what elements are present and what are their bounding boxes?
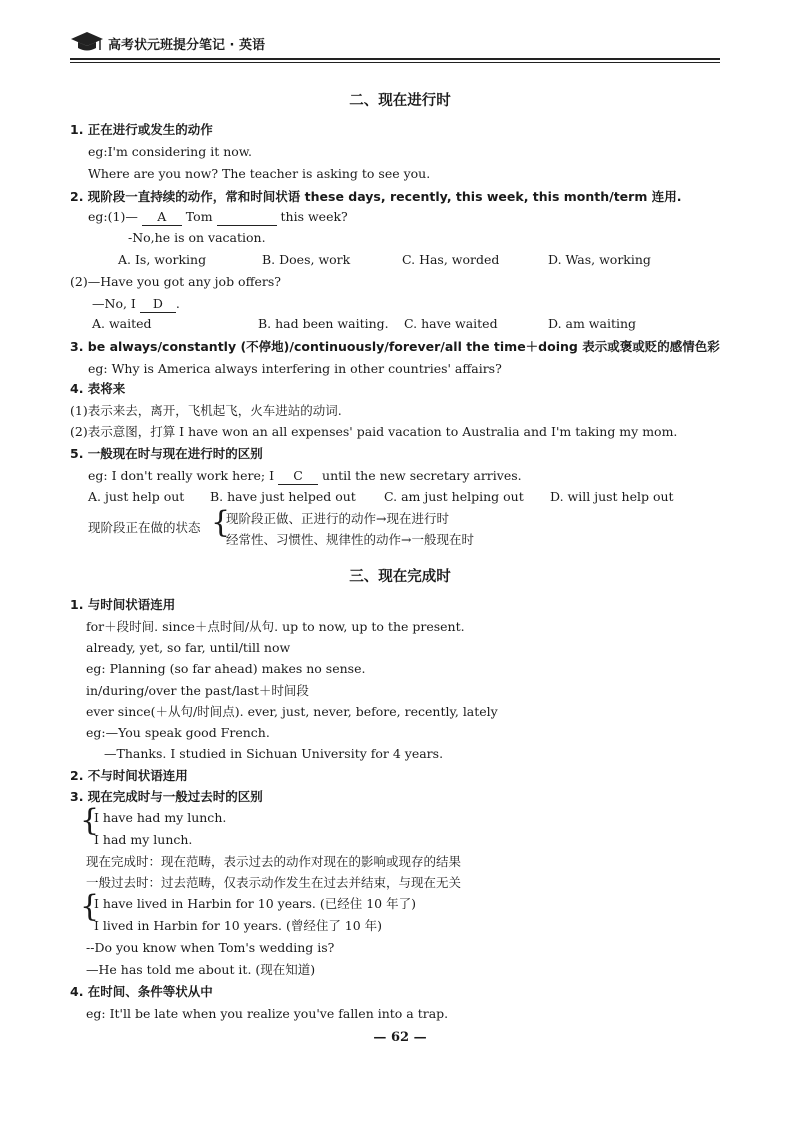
example-line: I lived in Harbin for 10 years. (曾经住了 10 年) (94, 918, 383, 933)
option: A. waited (92, 316, 152, 331)
question-suffix: this week? (280, 209, 348, 224)
text-line: (2)表示意图，打算 I have won an all expenses' paid vacation to Australia and I'm taking my mom. (70, 424, 678, 439)
text-line: ever since(＋从句/时间点). ever, just, never, before, recently, lately (86, 704, 498, 719)
text-line: (1)表示来去，离开，飞机起飞，火车进站的动词. (70, 403, 342, 418)
question-line (88, 209, 348, 226)
text-line: already, yet, so far, until/till now (86, 640, 291, 655)
subheading: 5. 一般现在时与现在进行时的区别 (70, 446, 263, 461)
subheading: 1. 与时间状语连用 (70, 597, 176, 612)
reply-line: —No, I D . (92, 296, 180, 311)
question-prefix: eg: I don't really work here; I (88, 468, 275, 483)
brace-symbol: { (80, 889, 100, 924)
subheading: 3. be always/constantly (不停地)/continuously/forever/all the time＋doing 表示或褒或贬的感情色彩 (70, 339, 720, 354)
comparison-label: 现阶段正在做的状态 (88, 520, 201, 535)
question-subject: Tom (185, 209, 213, 224)
subheading: 1. 正在进行或发生的动作 (70, 122, 213, 137)
comparison-item: 经常性、习惯性、规律性的动作→一般现在时 (226, 532, 474, 547)
example-line: I have had my lunch. (94, 810, 227, 825)
example-line: --Do you know when Tom's wedding is? (86, 940, 335, 955)
graduation-cap-icon (70, 30, 104, 54)
option: D. Was, working (548, 252, 651, 267)
option: A. Is, working (118, 252, 207, 267)
answer-blank: C (278, 468, 318, 485)
reply-prefix: —No, I (92, 296, 136, 311)
option: C. have waited (404, 316, 498, 331)
option: A. just help out (88, 489, 185, 504)
answer-blank: A (142, 209, 182, 226)
text-line: 现在完成时：现在范畴，表示过去的动作对现在的影响或现存的结果 (86, 854, 462, 869)
brace-symbol: { (211, 505, 231, 540)
subheading: 2. 现阶段一直持续的动作，常和时间状语 these days, recently, this week, this month/term 连用. (70, 189, 682, 204)
option: B. Does, work (262, 252, 351, 267)
subheading: 4. 在时间、条件等状从中 (70, 984, 213, 999)
subheading: 2. 不与时间状语连用 (70, 768, 188, 783)
example-line: —He has told me about it. (现在知道) (86, 962, 316, 977)
text-line: for＋段时间. since＋点时间/从句. up to now, up to the present. (86, 619, 465, 634)
text-line: in/during/over the past/last＋时间段 (86, 683, 309, 698)
brace-symbol: { (80, 803, 100, 838)
example-line: Where are you now? The teacher is asking to see you. (88, 166, 431, 181)
reply-line: -No,he is on vacation. (128, 230, 266, 245)
example-line: eg: It'll be late when you realize you've fallen into a trap. (86, 1006, 449, 1021)
example-line: I had my lunch. (94, 832, 193, 847)
example-line: —Thanks. I studied in Sichuan University for 4 years. (104, 746, 444, 761)
section-heading-present-continuous: 二、现在进行时 (349, 93, 451, 109)
answer-blank-empty (217, 209, 277, 226)
comparison-item: 现阶段正做、正进行的动作→现在进行时 (226, 511, 449, 526)
example-line: eg:—You speak good French. (86, 725, 270, 740)
header-rule (70, 58, 720, 60)
example-line: eg: Planning (so far ahead) makes no sense. (86, 661, 366, 676)
option: B. have just helped out (210, 489, 356, 504)
question-prefix: eg:(1)— (88, 209, 138, 224)
option: C. am just helping out (384, 489, 524, 504)
example-line: eg:I'm considering it now. (88, 144, 252, 159)
header-rule-thin (70, 62, 720, 63)
option: B. had been waiting. (258, 316, 389, 331)
example-line: eg: Why is America always interfering in other countries' affairs? (88, 361, 502, 376)
subheading: 3. 现在完成时与一般过去时的区别 (70, 789, 263, 804)
subheading: 4. 表将来 (70, 381, 126, 396)
question-suffix: until the new secretary arrives. (322, 468, 522, 483)
question-line (88, 468, 522, 485)
text-line: 一般过去时：过去范畴，仅表示动作发生在过去并结束，与现在无关 (86, 875, 462, 890)
section-heading-present-perfect: 三、现在完成时 (349, 569, 451, 585)
example-line: I have lived in Harbin for 10 years. (已经住 10 年了) (94, 896, 416, 911)
option: D. am waiting (548, 316, 637, 331)
header-title: 高考状元班提分笔记 · 英语 (108, 38, 265, 53)
option: C. Has, worded (402, 252, 500, 267)
question-line: (2)—Have you got any job offers? (70, 274, 281, 289)
page-header (70, 28, 720, 60)
answer-blank: D (140, 296, 176, 313)
option: D. will just help out (550, 489, 674, 504)
page-number: — 62 — (373, 1030, 427, 1045)
